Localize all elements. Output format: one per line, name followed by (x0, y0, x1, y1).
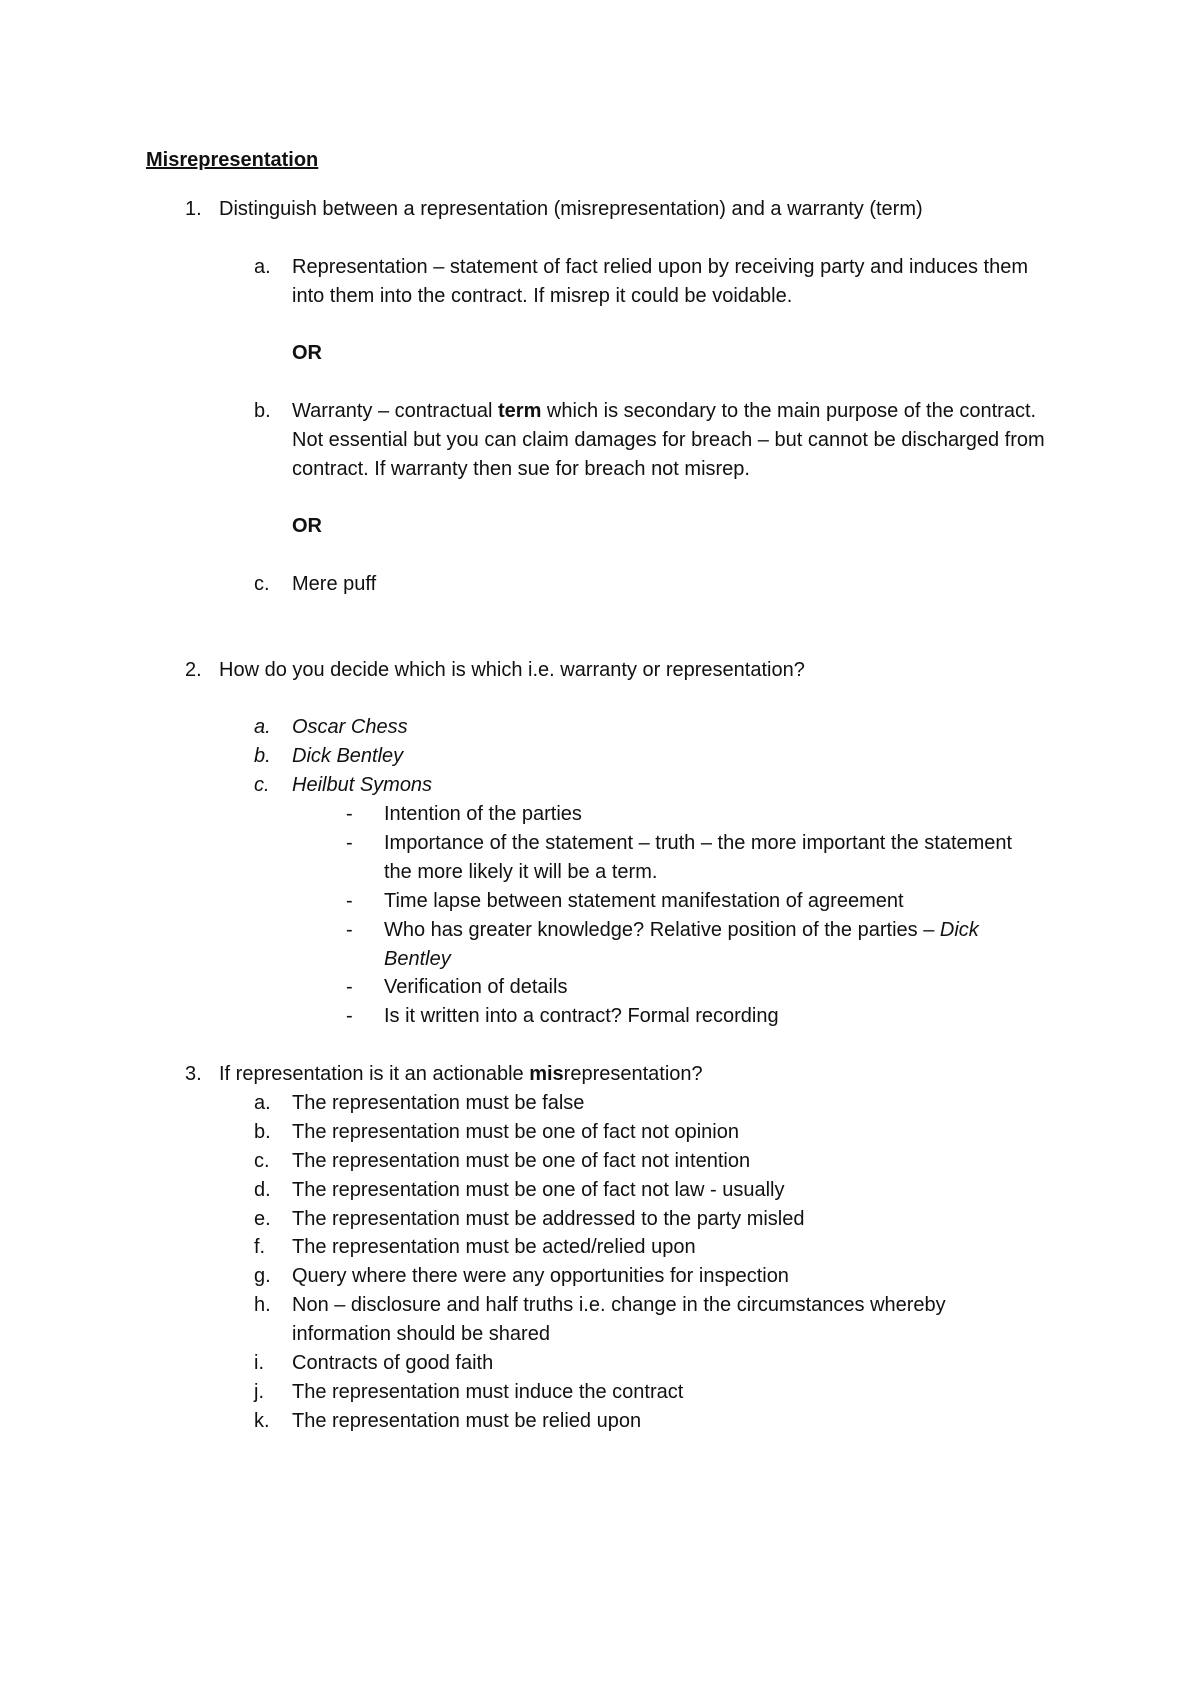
item-marker: c. (254, 1150, 270, 1172)
factor-text: Intention of the parties (384, 803, 582, 825)
case-marker: b. (254, 745, 271, 767)
list-item: The representation must be relied upon (292, 1410, 642, 1432)
section-3-number: 3. (185, 1063, 202, 1085)
section-2-number: 2. (185, 659, 202, 681)
dash-bullet: - (346, 803, 353, 825)
list-item: Non – disclosure and half truths i.e. change in the circumstances whereby (292, 1294, 946, 1316)
factor-text: Time lapse between statement manifestation of agreement (384, 890, 904, 912)
or-label: OR (292, 342, 322, 364)
item-marker: k. (254, 1410, 270, 1432)
list-item: The representation must be false (292, 1092, 585, 1114)
item-marker: j. (254, 1381, 264, 1403)
representation-text-line2: into them into the contract. If misrep it could be voidable. (292, 285, 793, 307)
section-3-heading: If representation is it an actionable misrepresentation? (219, 1063, 703, 1085)
list-item: Query where there were any opportunities for inspection (292, 1265, 789, 1287)
factor-text: Who has greater knowledge? Relative position of the parties – Dick (384, 919, 979, 941)
representation-text-line1: Representation – statement of fact relied upon by receiving party and induces them (292, 256, 1028, 278)
dash-bullet: - (346, 976, 353, 998)
case-marker: a. (254, 716, 271, 738)
case-name: Oscar Chess (292, 716, 408, 738)
list-item-continued: information should be shared (292, 1323, 550, 1345)
list-item: The representation must be one of fact not intention (292, 1150, 751, 1172)
list-item: The representation must be addressed to the party misled (292, 1208, 805, 1230)
factor-text: Verification of details (384, 976, 568, 998)
or-label: OR (292, 515, 322, 537)
page-title: Misrepresentation (146, 149, 319, 171)
factor-text: Is it written into a contract? Formal recording (384, 1005, 779, 1027)
factor-text-continued: Bentley (384, 948, 451, 970)
list-item: The representation must induce the contract (292, 1381, 684, 1403)
warranty-text-line2: Not essential but you can claim damages for breach – but cannot be discharged from (292, 429, 1045, 451)
item-marker: a. (254, 256, 271, 278)
item-marker: a. (254, 1092, 271, 1114)
section-1-heading: Distinguish between a representation (misrepresentation) and a warranty (term) (219, 198, 923, 220)
item-marker: f. (254, 1236, 266, 1258)
case-name: Heilbut Symons (292, 774, 433, 796)
item-marker: i. (254, 1352, 264, 1374)
item-marker: h. (254, 1294, 271, 1316)
item-marker: d. (254, 1179, 271, 1201)
item-marker: b. (254, 400, 271, 422)
item-marker: c. (254, 573, 270, 595)
list-item: Contracts of good faith (292, 1352, 494, 1374)
item-marker: e. (254, 1208, 271, 1230)
factor-text: Importance of the statement – truth – the more important the statement (384, 832, 1013, 854)
warranty-text-line3: contract. If warranty then sue for breach not misrep. (292, 458, 750, 480)
list-item: The representation must be one of fact not law - usually (292, 1179, 785, 1201)
factor-text-continued: the more likely it will be a term. (384, 861, 658, 883)
item-marker: g. (254, 1265, 271, 1287)
dash-bullet: - (346, 919, 353, 941)
dash-bullet: - (346, 890, 353, 912)
list-item: The representation must be acted/relied upon (292, 1236, 696, 1258)
section-1-number: 1. (185, 198, 202, 220)
dash-bullet: - (346, 1005, 353, 1027)
list-item: The representation must be one of fact not opinion (292, 1121, 739, 1143)
case-name: Dick Bentley (292, 745, 404, 767)
case-marker: c. (254, 774, 270, 796)
item-marker: b. (254, 1121, 271, 1143)
dash-bullet: - (346, 832, 353, 854)
section-2-heading: How do you decide which is which i.e. warranty or representation? (219, 659, 805, 681)
mere-puff-text: Mere puff (292, 573, 377, 595)
warranty-text-line1: Warranty – contractual term which is secondary to the main purpose of the contract. (292, 400, 1037, 422)
